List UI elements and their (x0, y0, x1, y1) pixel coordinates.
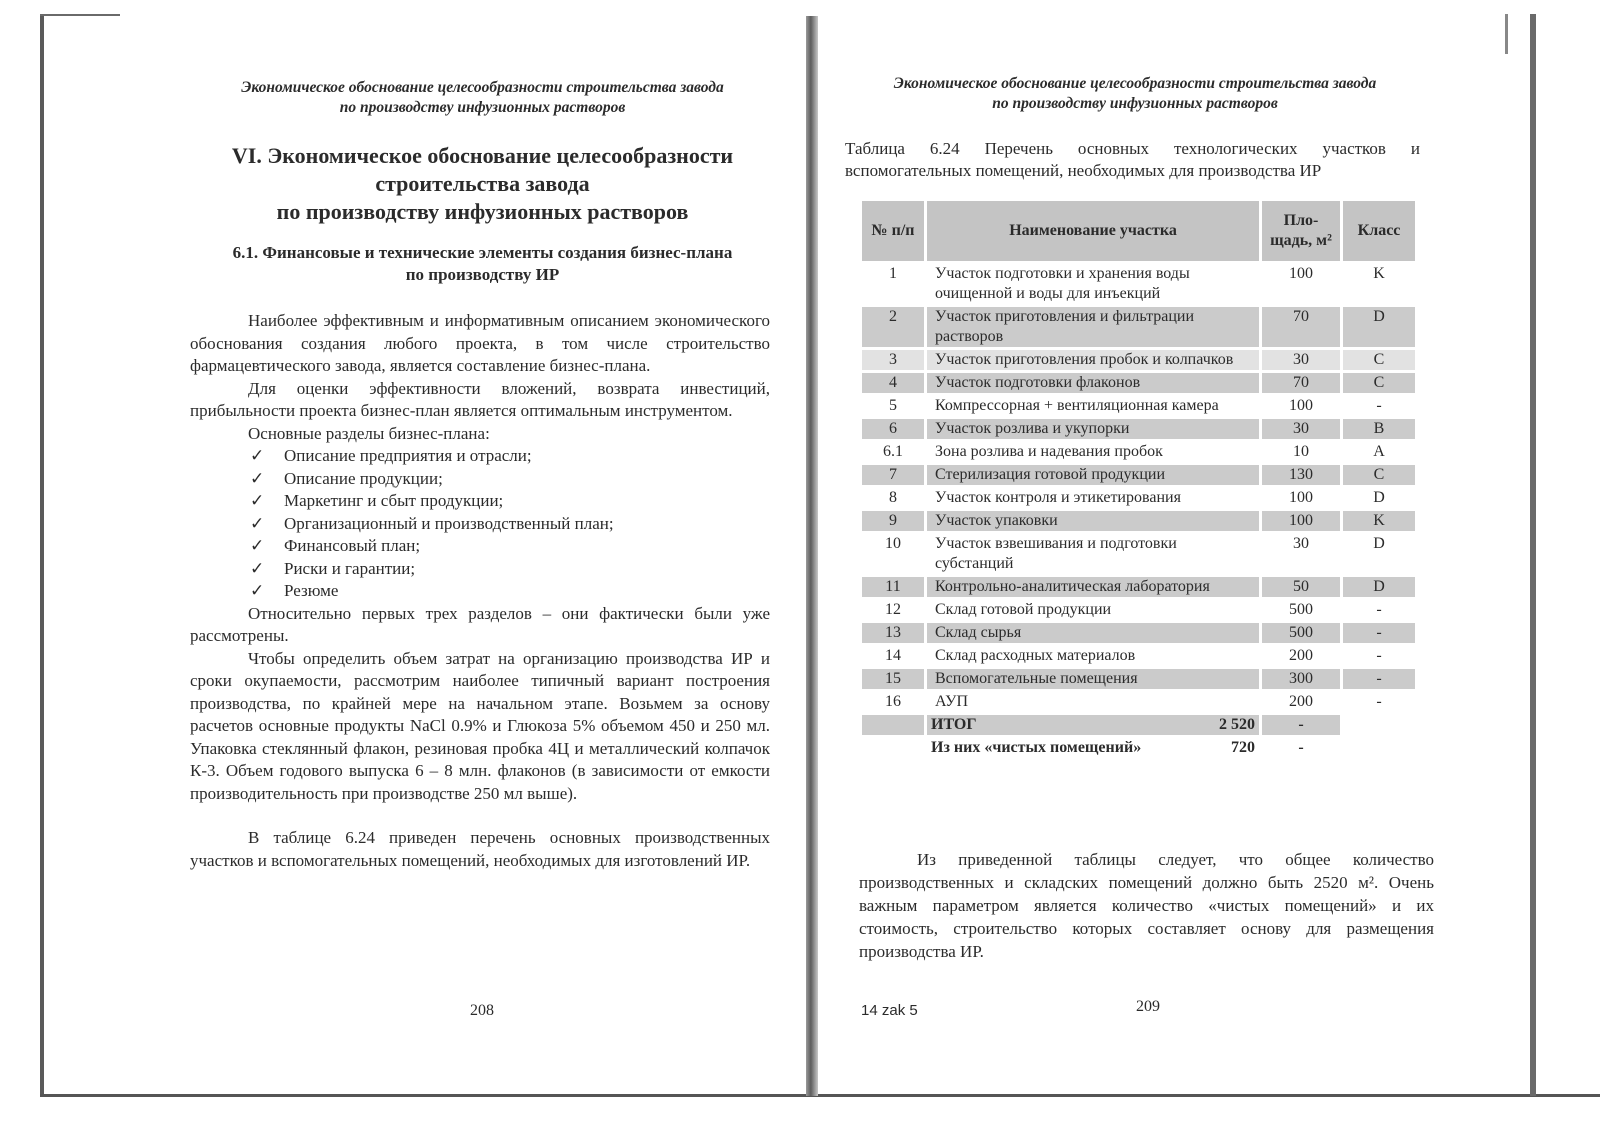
list-item-text: Описание продукции; (284, 468, 443, 488)
cell-cls: D (1343, 534, 1415, 574)
cell-cls: C (1343, 465, 1415, 485)
paragraph: Для оценки эффективности вложений, возврата инвестиций, прибыльности проекта бизнес-план является оптимальным инструментом. (190, 378, 770, 420)
cell-area: 100 (1262, 396, 1340, 416)
paragraph: Относительно первых трех разделов – они фактически были уже рассмотрены. (190, 603, 770, 645)
cell-cls: - (1343, 646, 1415, 666)
total-label: ИТОГ (931, 716, 977, 733)
table-row (862, 465, 1415, 485)
cell-cls: - (1343, 600, 1415, 620)
scan-edge (40, 16, 44, 1096)
cell-area: 300 (1262, 669, 1340, 689)
list-item-text: Резюме (284, 581, 339, 600)
list-item-text: Организационный и производственный план; (284, 513, 614, 533)
checkmark-icon: ✓ (250, 468, 265, 488)
cell-name: Участок приготовления пробок и колпачков (927, 350, 1259, 370)
list-item-text: Описание предприятия и отрасли; (284, 446, 532, 465)
cell-num: 4 (862, 373, 924, 393)
cell-name: Участок приготовления и фильтрации растворов (927, 307, 1259, 347)
header-num: № п/п (862, 201, 924, 261)
checkmark-icon: ✓ (250, 513, 265, 533)
header-area: Пло-щадь, м² (1262, 201, 1340, 261)
cell-name: Участок подготовки и хранения воды очищенной и воды для инъекций (927, 264, 1259, 304)
cell-cls: - (1343, 623, 1415, 643)
checkmark-icon: ✓ (250, 558, 265, 578)
chapter-title: VI. Экономическое обоснование целесообразности строительства завода по производству инфузионных растворов (231, 143, 734, 224)
cell-num: 15 (862, 669, 924, 689)
paragraph: Наиболее эффективным и информативным описанием экономического обоснования создания любого проекта, в том числе строительство фармацевтического завода, является составление бизнес-плана. (190, 311, 770, 375)
paragraph: Из приведенной таблицы следует, что общее количество производственных и складских помещений должно быть 2520 м². Очень важным параметром является количество «чистых помещений» и их стоимость, строительство которых составляет основу для размещения производства ИР. (859, 850, 1434, 961)
cell-name: Участок контроля и этикетирования (927, 488, 1259, 508)
table-row (862, 577, 1415, 597)
cell-name: Склад сырья (927, 623, 1259, 643)
cell-area: 10 (1262, 442, 1340, 462)
cell-name: Участок упаковки (927, 511, 1259, 531)
footer-code: 14 zak 5 (861, 1002, 918, 1019)
cell-num: 6.1 (862, 442, 924, 462)
book-spine (806, 16, 818, 1096)
list-item (250, 468, 770, 491)
clean-rooms-dash: - (1262, 738, 1340, 758)
table-row (862, 692, 1415, 712)
scan-edge (1530, 14, 1536, 1096)
cell-area: 70 (1262, 307, 1340, 347)
cell-name: Склад расходных материалов (927, 646, 1259, 666)
cell-num: 3 (862, 350, 924, 370)
table-body (862, 264, 1415, 712)
table-row (862, 600, 1415, 620)
cell-name: Участок розлива и укупорки (927, 419, 1259, 439)
cell-cls: - (1343, 396, 1415, 416)
cell-num: 13 (862, 623, 924, 643)
paragraph: Чтобы определить объем затрат на организацию производства ИР и сроки окупаемости, рассмотрим наиболее типичный вариант построения производства, по крайней мере на начальном этапе. Возьмем за основу расчетов основные продукты NaCl 0.9% и Глюкоза 5% объемом 450 и 250 мл. Упаковка стеклянный флакон, резиновая пробка 4Ц и металлический колпачок К-3. Объем годового выпуска 6 – 8 млн. флаконов (в зависимости от емкости производительность при производстве 250 мл выше). (190, 648, 770, 803)
running-head: Экономическое обоснование целесообразности строительства завода по производству инфузионных растворов (893, 75, 1377, 112)
cell-num: 6 (862, 419, 924, 439)
list-item (250, 490, 770, 513)
cell-area: 130 (1262, 465, 1340, 485)
clean-rooms-label: Из них «чистых помещений» (931, 739, 1142, 756)
cell-cls: C (1343, 373, 1415, 393)
page-number: 208 (470, 1002, 494, 1019)
cell-name: Вспомогательные помещения (927, 669, 1259, 689)
table-row (862, 623, 1415, 643)
table-row (862, 534, 1415, 574)
list-item (250, 445, 770, 468)
list-item (250, 558, 770, 581)
scan-edge (40, 1094, 1600, 1097)
table-header-row (862, 201, 1415, 261)
cell-name: Склад готовой продукции (927, 600, 1259, 620)
clean-rooms-row (862, 738, 1415, 758)
list-item (250, 580, 770, 603)
list-item (250, 535, 770, 558)
page-number: 209 (1136, 998, 1160, 1015)
areas-table (859, 198, 1418, 761)
body-text (190, 310, 770, 872)
list-item-text: Риски и гарантии; (284, 558, 416, 578)
cell-num: 16 (862, 692, 924, 712)
cell-area: 30 (1262, 419, 1340, 439)
table-row (862, 307, 1415, 347)
cell-cls: D (1343, 307, 1415, 347)
cell-num: 14 (862, 646, 924, 666)
running-head: Экономическое обоснование целесообразности строительства завода по производству инфузионных растворов (241, 79, 724, 116)
list-item (250, 513, 770, 536)
table-row (862, 350, 1415, 370)
table-row (862, 669, 1415, 689)
total-row (862, 715, 1415, 735)
cell-cls: A (1343, 442, 1415, 462)
cell-num: 2 (862, 307, 924, 347)
checkmark-icon: ✓ (250, 491, 265, 510)
cell-name: АУП (927, 692, 1259, 712)
cell-area: 30 (1262, 350, 1340, 370)
cell-name: Компрессорная + вентиляционная камера (927, 396, 1259, 416)
cell-area: 200 (1262, 692, 1340, 712)
cell-area: 100 (1262, 511, 1340, 531)
cell-num: 1 (862, 264, 924, 304)
table-row (862, 442, 1415, 462)
conclusion-text (859, 848, 1434, 963)
cell-area: 30 (1262, 534, 1340, 574)
cell-name: Участок взвешивания и подготовки субстанций (927, 534, 1259, 574)
checkmark-icon: ✓ (250, 536, 265, 555)
table-row (862, 646, 1415, 666)
cell-cls: K (1343, 264, 1415, 304)
cell-num: 10 (862, 534, 924, 574)
scan-edge (1505, 14, 1508, 54)
table-row (862, 511, 1415, 531)
header-name: Наименование участка (927, 201, 1259, 261)
checkmark-icon: ✓ (250, 446, 265, 465)
section-title: 6.1. Финансовые и технические элементы создания бизнес-плана по производству ИР (232, 243, 733, 284)
cell-cls: B (1343, 419, 1415, 439)
cell-name: Контрольно-аналитическая лаборатория (927, 577, 1259, 597)
total-value: 2 520 (1219, 716, 1255, 733)
cell-cls: D (1343, 577, 1415, 597)
table-row (862, 396, 1415, 416)
paragraph: Основные разделы бизнес-плана: (248, 423, 490, 443)
cell-area: 100 (1262, 264, 1340, 304)
scan-border (40, 14, 120, 16)
cell-num: 12 (862, 600, 924, 620)
cell-cls: - (1343, 692, 1415, 712)
table-caption: Таблица 6.24 Перечень основных технологических участков и вспомогательных помещений, необходимых для производства ИР (845, 139, 1420, 180)
cell-num: 11 (862, 577, 924, 597)
table-row (862, 419, 1415, 439)
table-row (862, 264, 1415, 304)
cell-area: 200 (1262, 646, 1340, 666)
cell-area: 70 (1262, 373, 1340, 393)
table-row (862, 488, 1415, 508)
cell-num: 9 (862, 511, 924, 531)
checkmark-icon: ✓ (250, 581, 265, 600)
cell-num: 8 (862, 488, 924, 508)
cell-num: 5 (862, 396, 924, 416)
clean-rooms-value: 720 (1231, 739, 1255, 756)
cell-cls: D (1343, 488, 1415, 508)
cell-cls: K (1343, 511, 1415, 531)
cell-name: Зона розлива и надевания пробок (927, 442, 1259, 462)
total-dash: - (1262, 715, 1340, 735)
cell-area: 50 (1262, 577, 1340, 597)
header-class: Класс (1343, 201, 1415, 261)
sections-list (190, 445, 770, 603)
cell-area: 100 (1262, 488, 1340, 508)
cell-num: 7 (862, 465, 924, 485)
cell-name: Участок подготовки флаконов (927, 373, 1259, 393)
table-row (862, 373, 1415, 393)
cell-area: 500 (1262, 600, 1340, 620)
list-item-text: Маркетинг и сбыт продукции; (284, 491, 504, 510)
list-item-text: Финансовый план; (284, 536, 421, 555)
cell-name: Стерилизация готовой продукции (927, 465, 1259, 485)
cell-cls: C (1343, 350, 1415, 370)
cell-area: 500 (1262, 623, 1340, 643)
paragraph: В таблице 6.24 приведен перечень основных производственных участков и вспомогательных помещений, необходимых для изготовлений ИР. (190, 828, 770, 870)
cell-cls: - (1343, 669, 1415, 689)
